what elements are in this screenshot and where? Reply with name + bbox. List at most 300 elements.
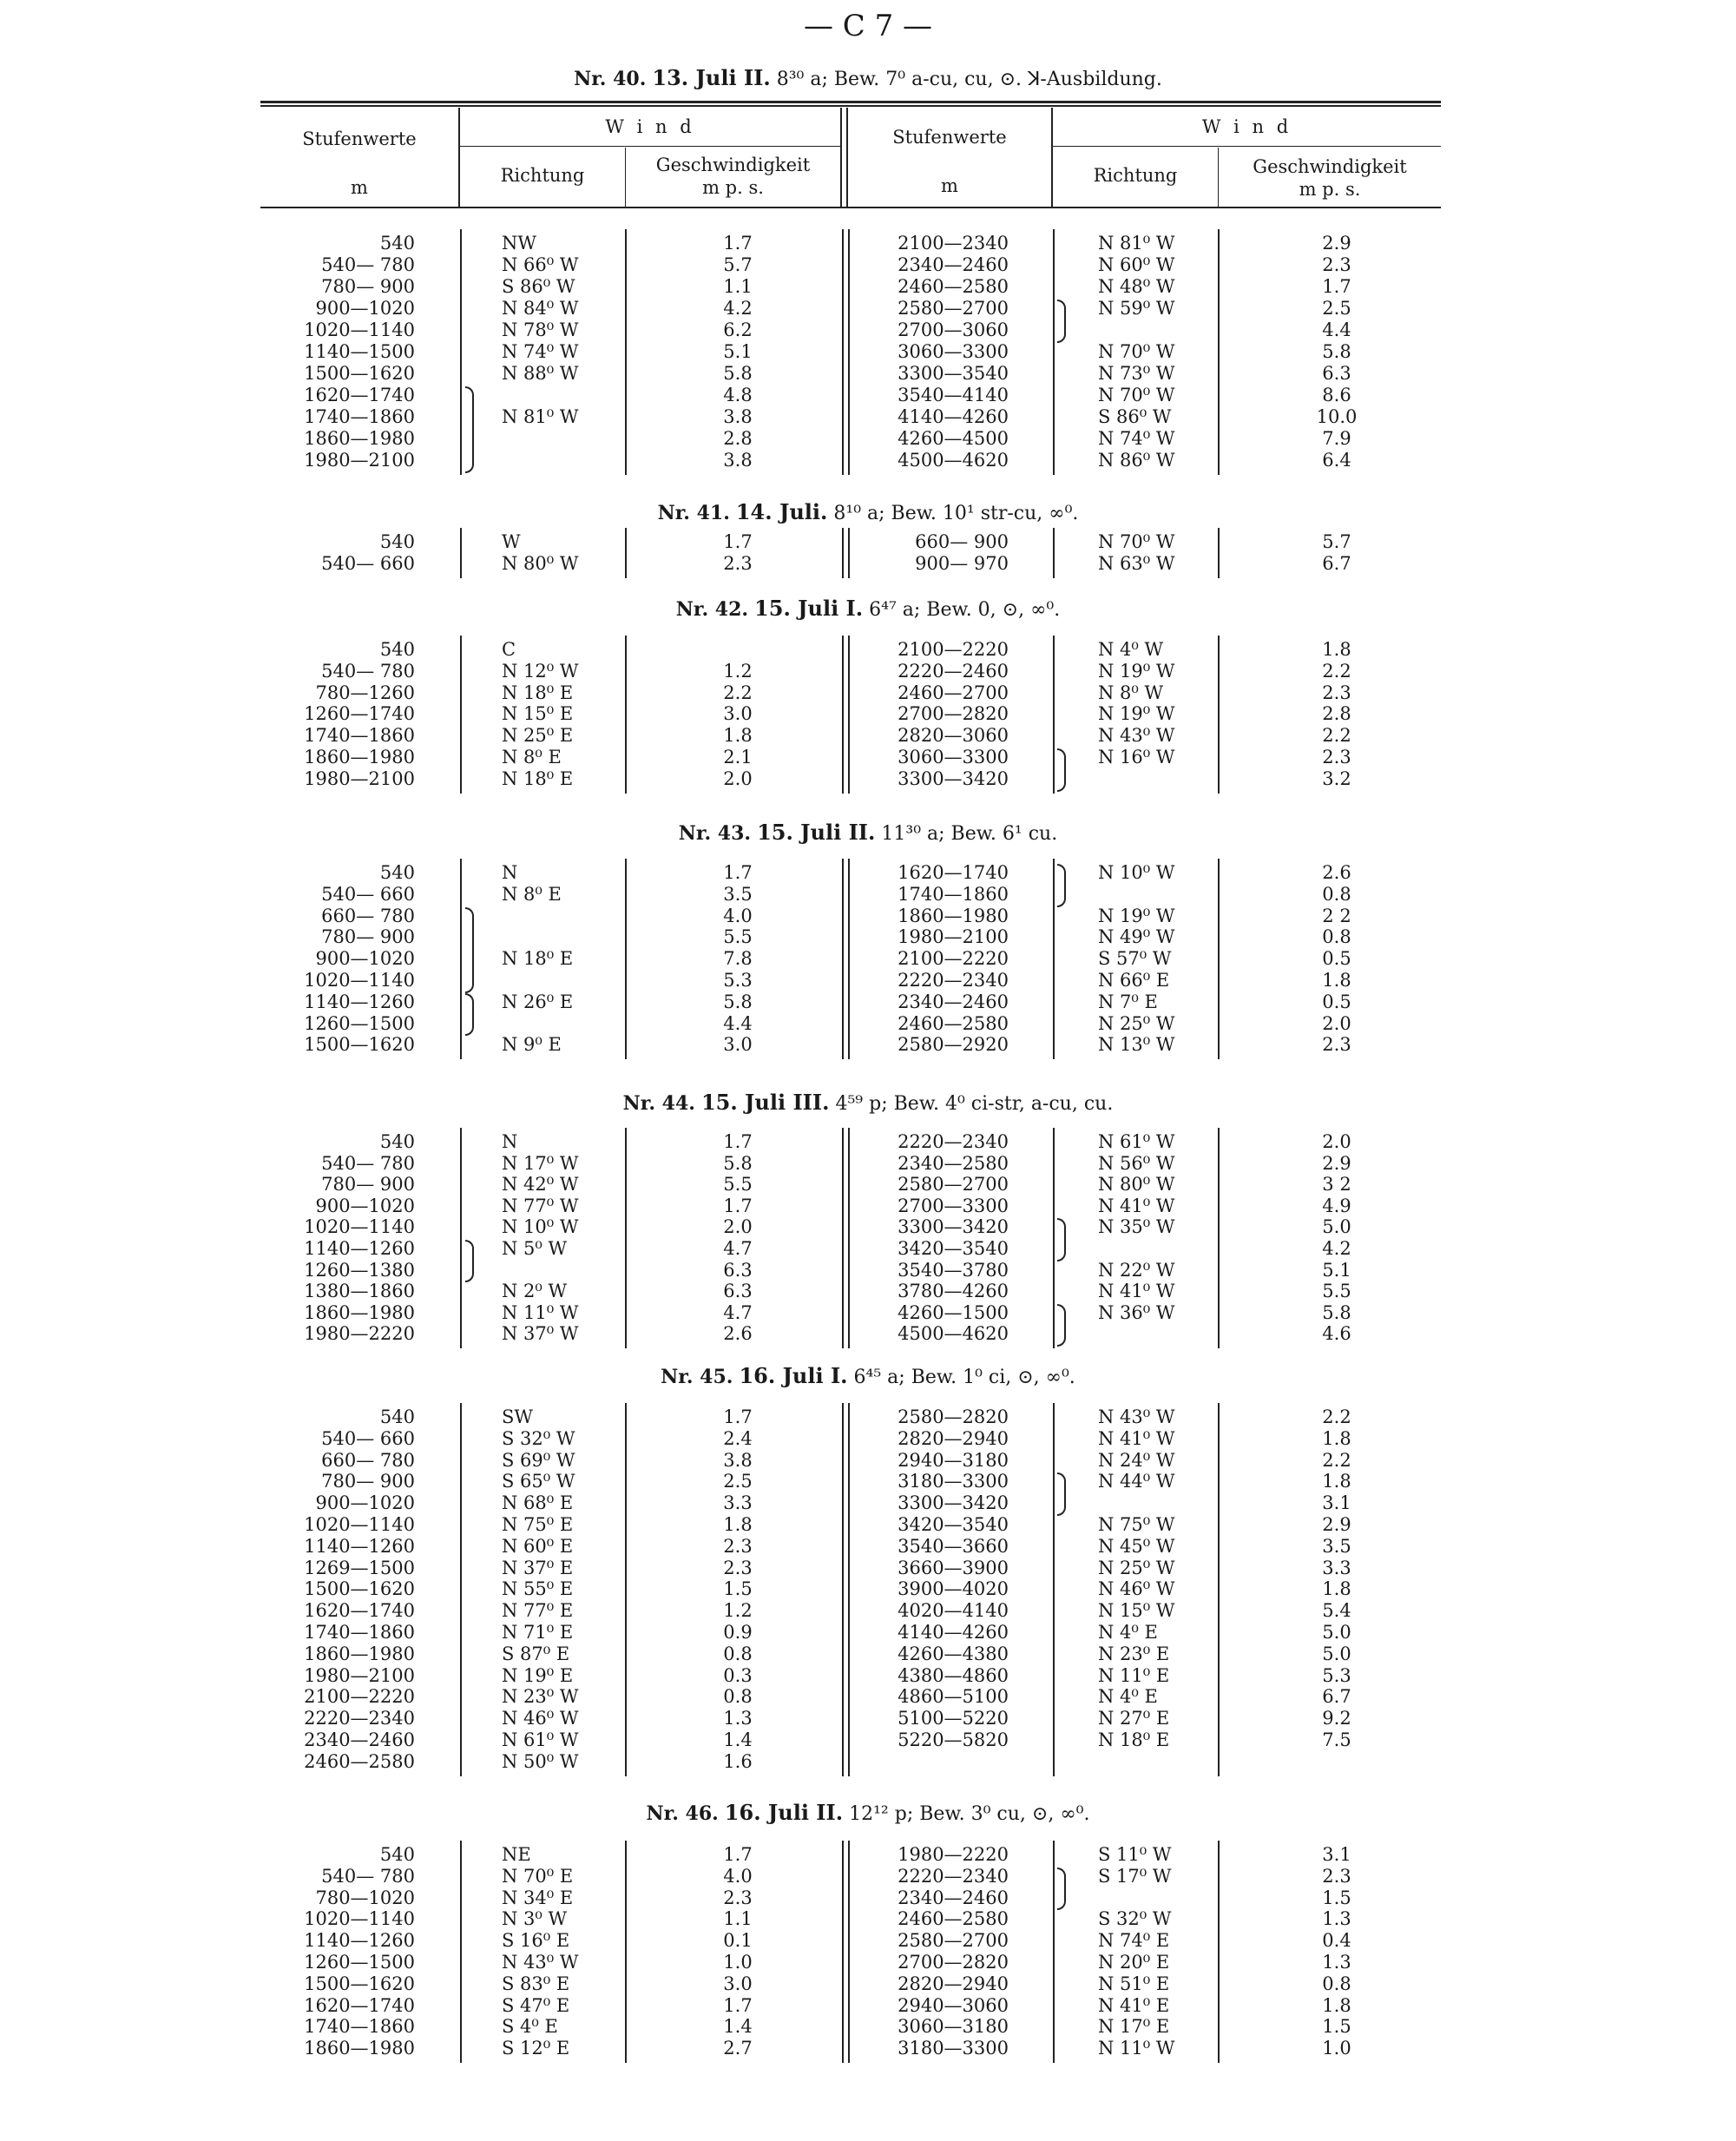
stufenwert-cell: 2820—2940	[898, 1427, 1009, 1449]
section-number: Nr. 45.	[661, 1366, 733, 1388]
stufenwert-cell: 1380—1860	[304, 1281, 415, 1302]
geschwindigkeit-cell: 0.8	[1322, 926, 1351, 948]
geschwindigkeit-cell: 1.8	[723, 1514, 753, 1535]
grouping-brace	[1057, 1304, 1066, 1347]
column-rule	[460, 229, 462, 475]
geschwindigkeit-cell: 1.6	[723, 1750, 753, 1772]
section-info: 4⁵⁹ p; Bew. 4⁰ ci-str, a-cu, cu.	[835, 1093, 1114, 1115]
geschwindigkeit-cell: 2.3	[723, 1887, 753, 1908]
richtung-cell: N 23⁰ E	[1098, 1643, 1170, 1664]
stufenwert-cell: 1980—2220	[898, 1844, 1009, 1865]
stufenwert-cell: 1740—1860	[304, 1622, 415, 1643]
stufenwert-cell: 1260—1500	[304, 1952, 415, 1973]
richtung-cell: N 50⁰ W	[502, 1750, 579, 1772]
richtung-cell: N 25⁰ E	[502, 725, 574, 747]
geschwindigkeit-cell: 2.2	[723, 682, 753, 703]
column-rule	[848, 636, 850, 794]
geschwindigkeit-cell: 4.7	[723, 1301, 753, 1323]
geschwindigkeit-cell: 0.8	[723, 1686, 753, 1708]
richtung-cell: N 70⁰ W	[1098, 341, 1175, 362]
stufenwert-cell: 2580—2820	[898, 1406, 1009, 1427]
geschwindigkeit-cell: 1.8	[1322, 970, 1351, 991]
richtung-cell: S 17⁰ W	[1098, 1865, 1172, 1887]
stufenwert-cell: 5100—5220	[898, 1708, 1009, 1729]
stufenwert-cell: 5220—5820	[898, 1729, 1009, 1750]
stufenwert-cell: 3540—4140	[898, 385, 1009, 405]
stufenwert-cell: 3900—4020	[898, 1578, 1009, 1600]
richtung-cell: C	[502, 639, 516, 660]
section-info: 8¹⁰ a; Bew. 10¹ str-cu, ∞⁰.	[833, 503, 1079, 524]
column-rule	[1053, 229, 1055, 475]
section-title	[260, 1363, 1476, 1388]
richtung-cell: N 17⁰ E	[1098, 2016, 1170, 2038]
grouping-brace	[465, 907, 474, 993]
richtung-cell: S 86⁰ W	[502, 276, 575, 297]
richtung-cell: N 10⁰ W	[502, 1216, 579, 1238]
stufenwert-cell: 2220—2460	[898, 660, 1009, 682]
geschwindigkeit-cell: 2.0	[1322, 1131, 1351, 1152]
stufenwert-cell: 780— 900	[321, 926, 415, 948]
section-date: 16. Juli II.	[724, 1800, 844, 1825]
stufenwert-cell: 780— 900	[321, 1471, 415, 1492]
geschwindigkeit-cell: 4.4	[723, 1012, 753, 1034]
geschwindigkeit-cell: 8.6	[1322, 385, 1351, 405]
wind-header-left: W i n d	[605, 116, 695, 137]
geschwindigkeit-cell: 2.9	[1322, 1514, 1351, 1535]
richtung-cell: N 18⁰ E	[1098, 1729, 1170, 1750]
richtung-cell: S 11⁰ W	[1098, 1844, 1172, 1865]
richtung-cell: N 66⁰ W	[502, 254, 579, 275]
stufenwert-cell: 3300—3420	[898, 1216, 1009, 1238]
geschwindigkeit-cell: 2.6	[723, 1323, 753, 1345]
stufenwert-cell: 1980—2100	[304, 767, 415, 789]
column-rule	[460, 1128, 462, 1348]
geschwindigkeit-cell: 3.8	[723, 406, 753, 427]
stufenwert-cell: 660— 780	[321, 1449, 415, 1471]
stufenwert-cell: 1020—1140	[304, 970, 415, 991]
column-rule	[842, 1128, 844, 1348]
stufenwert-cell: 4140—4260	[898, 1622, 1009, 1643]
section-title	[260, 1800, 1476, 1825]
richtung-cell: S 87⁰ E	[502, 1643, 570, 1664]
column-rule	[460, 636, 462, 794]
geschwindigkeit-cell: 2.2	[1322, 660, 1351, 682]
richtung-cell: N 27⁰ E	[1098, 1708, 1170, 1729]
grouping-brace	[1057, 864, 1066, 907]
geschwindigkeit-cell: 1.8	[1322, 1578, 1351, 1600]
geschwindigkeit-cell: 4.2	[723, 298, 753, 319]
stufenwert-cell: 4140—4260	[898, 406, 1009, 427]
header-top-rule	[260, 101, 1441, 103]
geschwindigkeit-cell: 4.7	[723, 1238, 753, 1259]
geschwindigkeit-cell: 5.8	[723, 363, 753, 384]
geschwindigkeit-cell: 3 2	[1322, 1174, 1351, 1196]
geschwindigkeit-cell: 2.0	[723, 767, 753, 789]
stufenwert-cell: 1020—1140	[304, 1216, 415, 1238]
richtung-cell: N 25⁰ W	[1098, 1557, 1175, 1578]
richtung-cell: N 43⁰ W	[502, 1952, 579, 1973]
geschwindigkeit-cell: 2.3	[723, 1557, 753, 1578]
richtung-cell: N 60⁰ W	[1098, 254, 1175, 275]
geschwindigkeit-unit-right: m p. s.	[1299, 179, 1361, 200]
geschwindigkeit-cell: 5.0	[1322, 1216, 1351, 1238]
geschwindigkeit-cell: 2.9	[1322, 233, 1351, 254]
richtung-cell: N 8⁰ E	[502, 747, 562, 767]
geschwindigkeit-cell: 2.7	[723, 2038, 753, 2059]
column-rule	[842, 636, 844, 794]
geschwindigkeit-cell: 1.3	[1322, 1952, 1351, 1973]
richtung-cell: N 4⁰ E	[1098, 1622, 1158, 1643]
richtung-cell: N 10⁰ W	[1098, 862, 1175, 883]
column-rule	[1053, 1128, 1055, 1348]
geschwindigkeit-cell: 6.7	[1322, 553, 1351, 574]
stufenwert-cell: 1620—1740	[304, 1600, 415, 1622]
geschwindigkeit-cell: 1.7	[1322, 276, 1351, 297]
richtung-cell: N 48⁰ W	[1098, 276, 1175, 297]
section-number: Nr. 43.	[678, 822, 752, 845]
column-rule	[1053, 636, 1055, 794]
column-rule	[460, 528, 462, 578]
stufenwert-cell: 540	[379, 1406, 415, 1427]
geschwindigkeit-cell: 5.8	[723, 1152, 753, 1174]
geschwindigkeit-cell: 2.3	[723, 1535, 753, 1557]
column-rule	[460, 1841, 462, 2063]
richtung-cell: S 69⁰ W	[502, 1449, 575, 1471]
richtung-cell: N 55⁰ E	[502, 1578, 574, 1600]
stufenwert-cell: 4260—1500	[898, 1301, 1009, 1323]
column-rule	[848, 528, 850, 578]
richtung-cell: S 86⁰ W	[1098, 406, 1172, 427]
stufenwert-cell: 2700—3300	[898, 1195, 1009, 1216]
stufenwert-cell: 4500—4620	[898, 1323, 1009, 1345]
stufenwert-cell: 3420—3540	[898, 1238, 1009, 1259]
stufenwert-cell: 1140—1500	[304, 341, 415, 362]
section-number: Nr. 46.	[646, 1802, 719, 1825]
geschwindigkeit-cell: 3.8	[723, 1449, 753, 1471]
stufenwert-cell: 2820—2940	[898, 1973, 1009, 1994]
column-rule	[1053, 1841, 1055, 2063]
stufenwert-cell: 900—1020	[315, 298, 415, 319]
geschwindigkeit-cell: 3.1	[1322, 1492, 1351, 1514]
richtung-cell: N 19⁰ W	[1098, 703, 1175, 725]
richtung-cell: N 77⁰ W	[502, 1195, 579, 1216]
stufenwert-cell: 540	[379, 1131, 415, 1152]
geschwindigkeit-cell: 6.3	[723, 1281, 753, 1302]
geschwindigkeit-cell: 1.8	[1322, 1427, 1351, 1449]
stufenwert-cell: 2580—2700	[898, 298, 1009, 319]
stufenwert-cell: 2340—2460	[898, 1887, 1009, 1908]
richtung-cell: N 42⁰ W	[502, 1174, 579, 1196]
column-rule	[1053, 1403, 1055, 1776]
geschwindigkeit-cell: 5.0	[1322, 1622, 1351, 1643]
stufenwert-cell: 2580—2700	[898, 1174, 1009, 1196]
richtung-cell: N 41⁰ W	[1098, 1281, 1175, 1302]
richtung-cell: N 19⁰ W	[1098, 660, 1175, 682]
richtung-cell: N 8⁰ E	[502, 883, 562, 905]
stufenwert-cell: 2580—2700	[898, 1930, 1009, 1952]
stufenwert-cell: 1500—1620	[304, 363, 415, 384]
richtung-cell: S 4⁰ E	[502, 2016, 558, 2038]
stufenwert-cell: 540— 780	[321, 254, 415, 275]
stufenwert-cell: 540	[379, 862, 415, 883]
stufenwert-cell: 2460—2580	[898, 276, 1009, 297]
geschwindigkeit-cell: 1.7	[723, 1994, 753, 2016]
wind-underline-left	[460, 146, 842, 147]
stufenwert-cell: 900—1020	[315, 1195, 415, 1216]
geschwindigkeit-cell: 3.3	[723, 1492, 753, 1514]
stufenwert-cell: 1980—2220	[304, 1323, 415, 1345]
richtung-cell: N 56⁰ W	[1098, 1152, 1175, 1174]
header-top-rule-2	[260, 105, 1441, 107]
geschwindigkeit-cell: 4.0	[723, 1865, 753, 1887]
richtung-cell: N 74⁰ E	[1098, 1930, 1170, 1952]
grouping-brace	[465, 993, 474, 1037]
stufenwert-cell: 1740—1860	[898, 883, 1009, 905]
geschwindigkeit-cell: 1.8	[1322, 639, 1351, 660]
geschwindigkeit-cell: 1.7	[723, 1195, 753, 1216]
richtung-cell: N 75⁰ W	[1098, 1514, 1175, 1535]
richtung-cell: N 70⁰ W	[1098, 531, 1175, 552]
geschwindigkeit-cell: 5.5	[1322, 1281, 1351, 1302]
geschwindigkeit-cell: 2.5	[1322, 298, 1351, 319]
geschwindigkeit-cell: 2.0	[723, 1216, 753, 1238]
section-info: 11³⁰ a; Bew. 6¹ cu.	[881, 823, 1058, 845]
richtung-cell: N 24⁰ W	[1098, 1449, 1175, 1471]
geschwindigkeit-cell: 4.9	[1322, 1195, 1351, 1216]
richtung-cell: N 80⁰ W	[502, 553, 579, 574]
stufenwert-cell: 2340—2580	[898, 1152, 1009, 1174]
geschwindigkeit-cell: 0.4	[1322, 1930, 1351, 1952]
richtung-cell: N 7⁰ E	[1098, 991, 1158, 1012]
section-title	[260, 820, 1476, 845]
stufenwert-cell: 3540—3780	[898, 1259, 1009, 1281]
geschwindigkeit-cell: 5.5	[723, 926, 753, 948]
stufenwert-cell: 1980—2100	[304, 1664, 415, 1686]
stufenwert-cell: 1500—1620	[304, 1578, 415, 1600]
stufenwert-cell: 1500—1620	[304, 1034, 415, 1056]
richtung-cell: N 17⁰ W	[502, 1152, 579, 1174]
richtung-cell: N 49⁰ W	[1098, 926, 1175, 948]
geschwindigkeit-cell: 4.8	[723, 385, 753, 405]
geschwindigkeit-cell: 5.7	[723, 254, 753, 275]
stufenwert-cell: 1140—1260	[304, 1535, 415, 1557]
section-number: Nr. 42.	[675, 598, 749, 621]
geschwindigkeit-cell: 5.1	[1322, 1259, 1351, 1281]
section-number: Nr. 40.	[574, 68, 647, 90]
stufenwert-cell: 4380—4860	[898, 1664, 1009, 1686]
geschwindigkeit-cell: 2.0	[1322, 1012, 1351, 1034]
geschwindigkeit-cell: 2.3	[1322, 1865, 1351, 1887]
geschwindigkeit-cell: 1.7	[723, 531, 753, 552]
richtung-cell: N 15⁰ E	[502, 703, 574, 725]
wind-underline-right	[1053, 146, 1441, 147]
geschwindigkeit-cell: 1.7	[723, 1131, 753, 1152]
geschwindigkeit-cell: 1.8	[723, 725, 753, 747]
section-info: 12¹² p; Bew. 3⁰ cu, ⊙, ∞⁰.	[849, 1803, 1090, 1825]
stufenwert-cell: 540	[379, 531, 415, 552]
richtung-cell: N 19⁰ W	[1098, 905, 1175, 926]
geschwindigkeit-cell: 2.4	[723, 1427, 753, 1449]
stufenwert-cell: 540— 660	[321, 553, 415, 574]
geschwindigkeit-cell: 2.2	[1322, 725, 1351, 747]
section-title	[260, 499, 1476, 524]
stufenwert-cell: 3780—4260	[898, 1281, 1009, 1302]
column-rule	[842, 229, 844, 475]
column-rule	[848, 1841, 850, 2063]
stufenwert-cell: 3180—3300	[898, 2038, 1009, 2059]
geschwindigkeit-cell: 1.7	[723, 233, 753, 254]
richtung-cell: N 60⁰ E	[502, 1535, 574, 1557]
richtung-cell: N 63⁰ W	[1098, 553, 1175, 574]
richtung-cell: N 19⁰ E	[502, 1664, 574, 1686]
grouping-brace	[1057, 1218, 1066, 1261]
stufenwert-cell: 780—1260	[315, 682, 415, 703]
stufenwert-cell: 900—1020	[315, 948, 415, 970]
richtung-cell: N 18⁰ E	[502, 682, 574, 703]
richtung-cell: N 4⁰ E	[1098, 1686, 1158, 1708]
stufenwert-cell: 2700—2820	[898, 1952, 1009, 1973]
richtung-cell: N 8⁰ W	[1098, 682, 1164, 703]
stufenwert-cell: 3420—3540	[898, 1514, 1009, 1535]
richtung-cell: N 11⁰ W	[1098, 2038, 1175, 2059]
stufenwert-cell: 3060—3300	[898, 747, 1009, 767]
geschwindigkeit-cell: 1.8	[1322, 1994, 1351, 2016]
section-title	[260, 596, 1476, 621]
stufenwert-cell: 1260—1380	[304, 1259, 415, 1281]
richtung-cell: N 11⁰ W	[502, 1301, 579, 1323]
richtung-cell: N 81⁰ W	[1098, 233, 1175, 254]
grouping-brace	[465, 1240, 474, 1282]
geschwindigkeit-cell: 3.0	[723, 1973, 753, 1994]
geschwindigkeit-cell: 5.3	[1322, 1664, 1351, 1686]
geschwindigkeit-cell: 2.3	[1322, 254, 1351, 275]
richtung-cell: N 2⁰ W	[502, 1281, 568, 1302]
geschwindigkeit-cell: 1.5	[1322, 2016, 1351, 2038]
stufenwert-cell: 1860—1980	[304, 1301, 415, 1323]
stufenwert-cell: 2220—2340	[898, 1131, 1009, 1152]
geschwindigkeit-cell: 2.2	[1322, 1449, 1351, 1471]
richtung-cell: N 51⁰ E	[1098, 1973, 1170, 1994]
geschwindigkeit-cell: 0.8	[1322, 1973, 1351, 1994]
stufenwert-cell: 540— 660	[321, 1427, 415, 1449]
richtung-cell: NW	[502, 233, 536, 254]
section-info: 6⁴⁵ a; Bew. 1⁰ ci, ⊙, ∞⁰.	[853, 1367, 1075, 1388]
richtung-cell: S 32⁰ W	[502, 1427, 575, 1449]
richtung-cell: N 15⁰ W	[1098, 1600, 1175, 1622]
richtung-cell: N 37⁰ W	[502, 1323, 579, 1345]
geschwindigkeit-cell: 3.1	[1322, 1844, 1351, 1865]
stufenwerte-unit-left: m	[351, 177, 368, 198]
stufenwert-cell: 1140—1260	[304, 1930, 415, 1952]
stufenwert-cell: 540— 780	[321, 660, 415, 682]
richtung-cell: N 18⁰ E	[502, 767, 574, 789]
geschwindigkeit-cell: 5.5	[723, 1174, 753, 1196]
richtung-cell: N	[502, 862, 518, 883]
stufenwert-cell: 1980—2100	[304, 450, 415, 471]
geschwindigkeit-cell: 0.5	[1322, 948, 1351, 970]
stufenwerte-header-left: Stufenwerte	[302, 128, 417, 149]
richtung-cell: N 84⁰ W	[502, 298, 579, 319]
geschwindigkeit-cell: 1.7	[723, 862, 753, 883]
stufenwert-cell: 4260—4500	[898, 428, 1009, 449]
stufenwert-cell: 900—1020	[315, 1492, 415, 1514]
section-date: 13. Juli II.	[652, 65, 771, 90]
geschwindigkeit-cell: 1.2	[723, 1600, 753, 1622]
stufenwert-cell: 2220—2340	[898, 1865, 1009, 1887]
stufenwert-cell: 2460—2580	[898, 1012, 1009, 1034]
geschwindigkeit-cell: 1.3	[1322, 1908, 1351, 1930]
grouping-brace	[1057, 300, 1066, 343]
stufenwert-cell: 1620—1740	[898, 862, 1009, 883]
section-info: 6⁴⁷ a; Bew. 0, ⊙, ∞⁰.	[869, 599, 1061, 621]
richtung-cell: N 46⁰ W	[1098, 1578, 1175, 1600]
section-date: 16. Juli I.	[739, 1363, 848, 1388]
geschwindigkeit-cell: 5.8	[1322, 341, 1351, 362]
geschwindigkeit-cell: 1.3	[723, 1708, 753, 1729]
stufenwert-cell: 4500—4620	[898, 450, 1009, 471]
richtung-cell: N 88⁰ W	[502, 363, 579, 384]
geschwindigkeit-unit-left: m p. s.	[702, 177, 764, 198]
section-number: Nr. 41.	[657, 502, 730, 524]
geschwindigkeit-cell: 3.5	[723, 883, 753, 905]
geschwindigkeit-cell: 0.3	[723, 1664, 753, 1686]
stufenwert-cell: 2220—2340	[898, 970, 1009, 991]
column-rule	[842, 1403, 844, 1776]
richtung-cell: N 12⁰ W	[502, 660, 579, 682]
richtung-cell: N	[502, 1131, 518, 1152]
section-date: 15. Juli III.	[700, 1090, 830, 1115]
stufenwerte-header-right: Stufenwerte	[892, 127, 1007, 148]
richtung-cell: N 11⁰ E	[1098, 1664, 1170, 1686]
stufenwert-cell: 1500—1620	[304, 1973, 415, 1994]
stufenwert-cell: 2100—2220	[898, 639, 1009, 660]
richtung-cell: N 46⁰ W	[502, 1708, 579, 1729]
stufenwert-cell: 3060—3300	[898, 341, 1009, 362]
geschwindigkeit-cell: 4.2	[1322, 1238, 1351, 1259]
column-rule	[460, 1403, 462, 1776]
geschwindigkeit-cell: 2.2	[1322, 1406, 1351, 1427]
stufenwert-cell: 3060—3180	[898, 2016, 1009, 2038]
geschwindigkeit-cell: 4.6	[1322, 1323, 1351, 1345]
richtung-cell: N 66⁰ E	[1098, 970, 1170, 991]
column-rule	[848, 1128, 850, 1348]
stufenwert-cell: 3180—3300	[898, 1471, 1009, 1492]
stufenwert-cell: 1140—1260	[304, 991, 415, 1012]
column-rule	[1053, 859, 1055, 1059]
richtung-cell: N 36⁰ W	[1098, 1301, 1175, 1323]
geschwindigkeit-cell: 0.5	[1322, 991, 1351, 1012]
geschwindigkeit-cell: 4.0	[723, 905, 753, 926]
grouping-brace	[465, 386, 474, 473]
geschwindigkeit-cell: 1.4	[723, 2016, 753, 2038]
stufenwert-cell: 540	[379, 233, 415, 254]
header-divider	[840, 108, 842, 207]
geschwindigkeit-cell: 1.0	[723, 1952, 753, 1973]
richtung-cell: N 41⁰ W	[1098, 1427, 1175, 1449]
grouping-brace	[1057, 1868, 1066, 1911]
stufenwert-cell: 1020—1140	[304, 1514, 415, 1535]
richtung-cell: W	[502, 531, 521, 552]
geschwindigkeit-cell: 5.8	[723, 991, 753, 1012]
richtung-cell: N 23⁰ W	[502, 1686, 579, 1708]
stufenwert-cell: 2100—2220	[304, 1686, 415, 1708]
geschwindigkeit-cell: 0.1	[723, 1930, 753, 1952]
geschwindigkeit-cell: 1.5	[1322, 1887, 1351, 1908]
stufenwert-cell: 1740—1860	[304, 725, 415, 747]
stufenwert-cell: 1140—1260	[304, 1238, 415, 1259]
richtung-cell: N 73⁰ W	[1098, 363, 1175, 384]
geschwindigkeit-cell: 6.3	[1322, 363, 1351, 384]
